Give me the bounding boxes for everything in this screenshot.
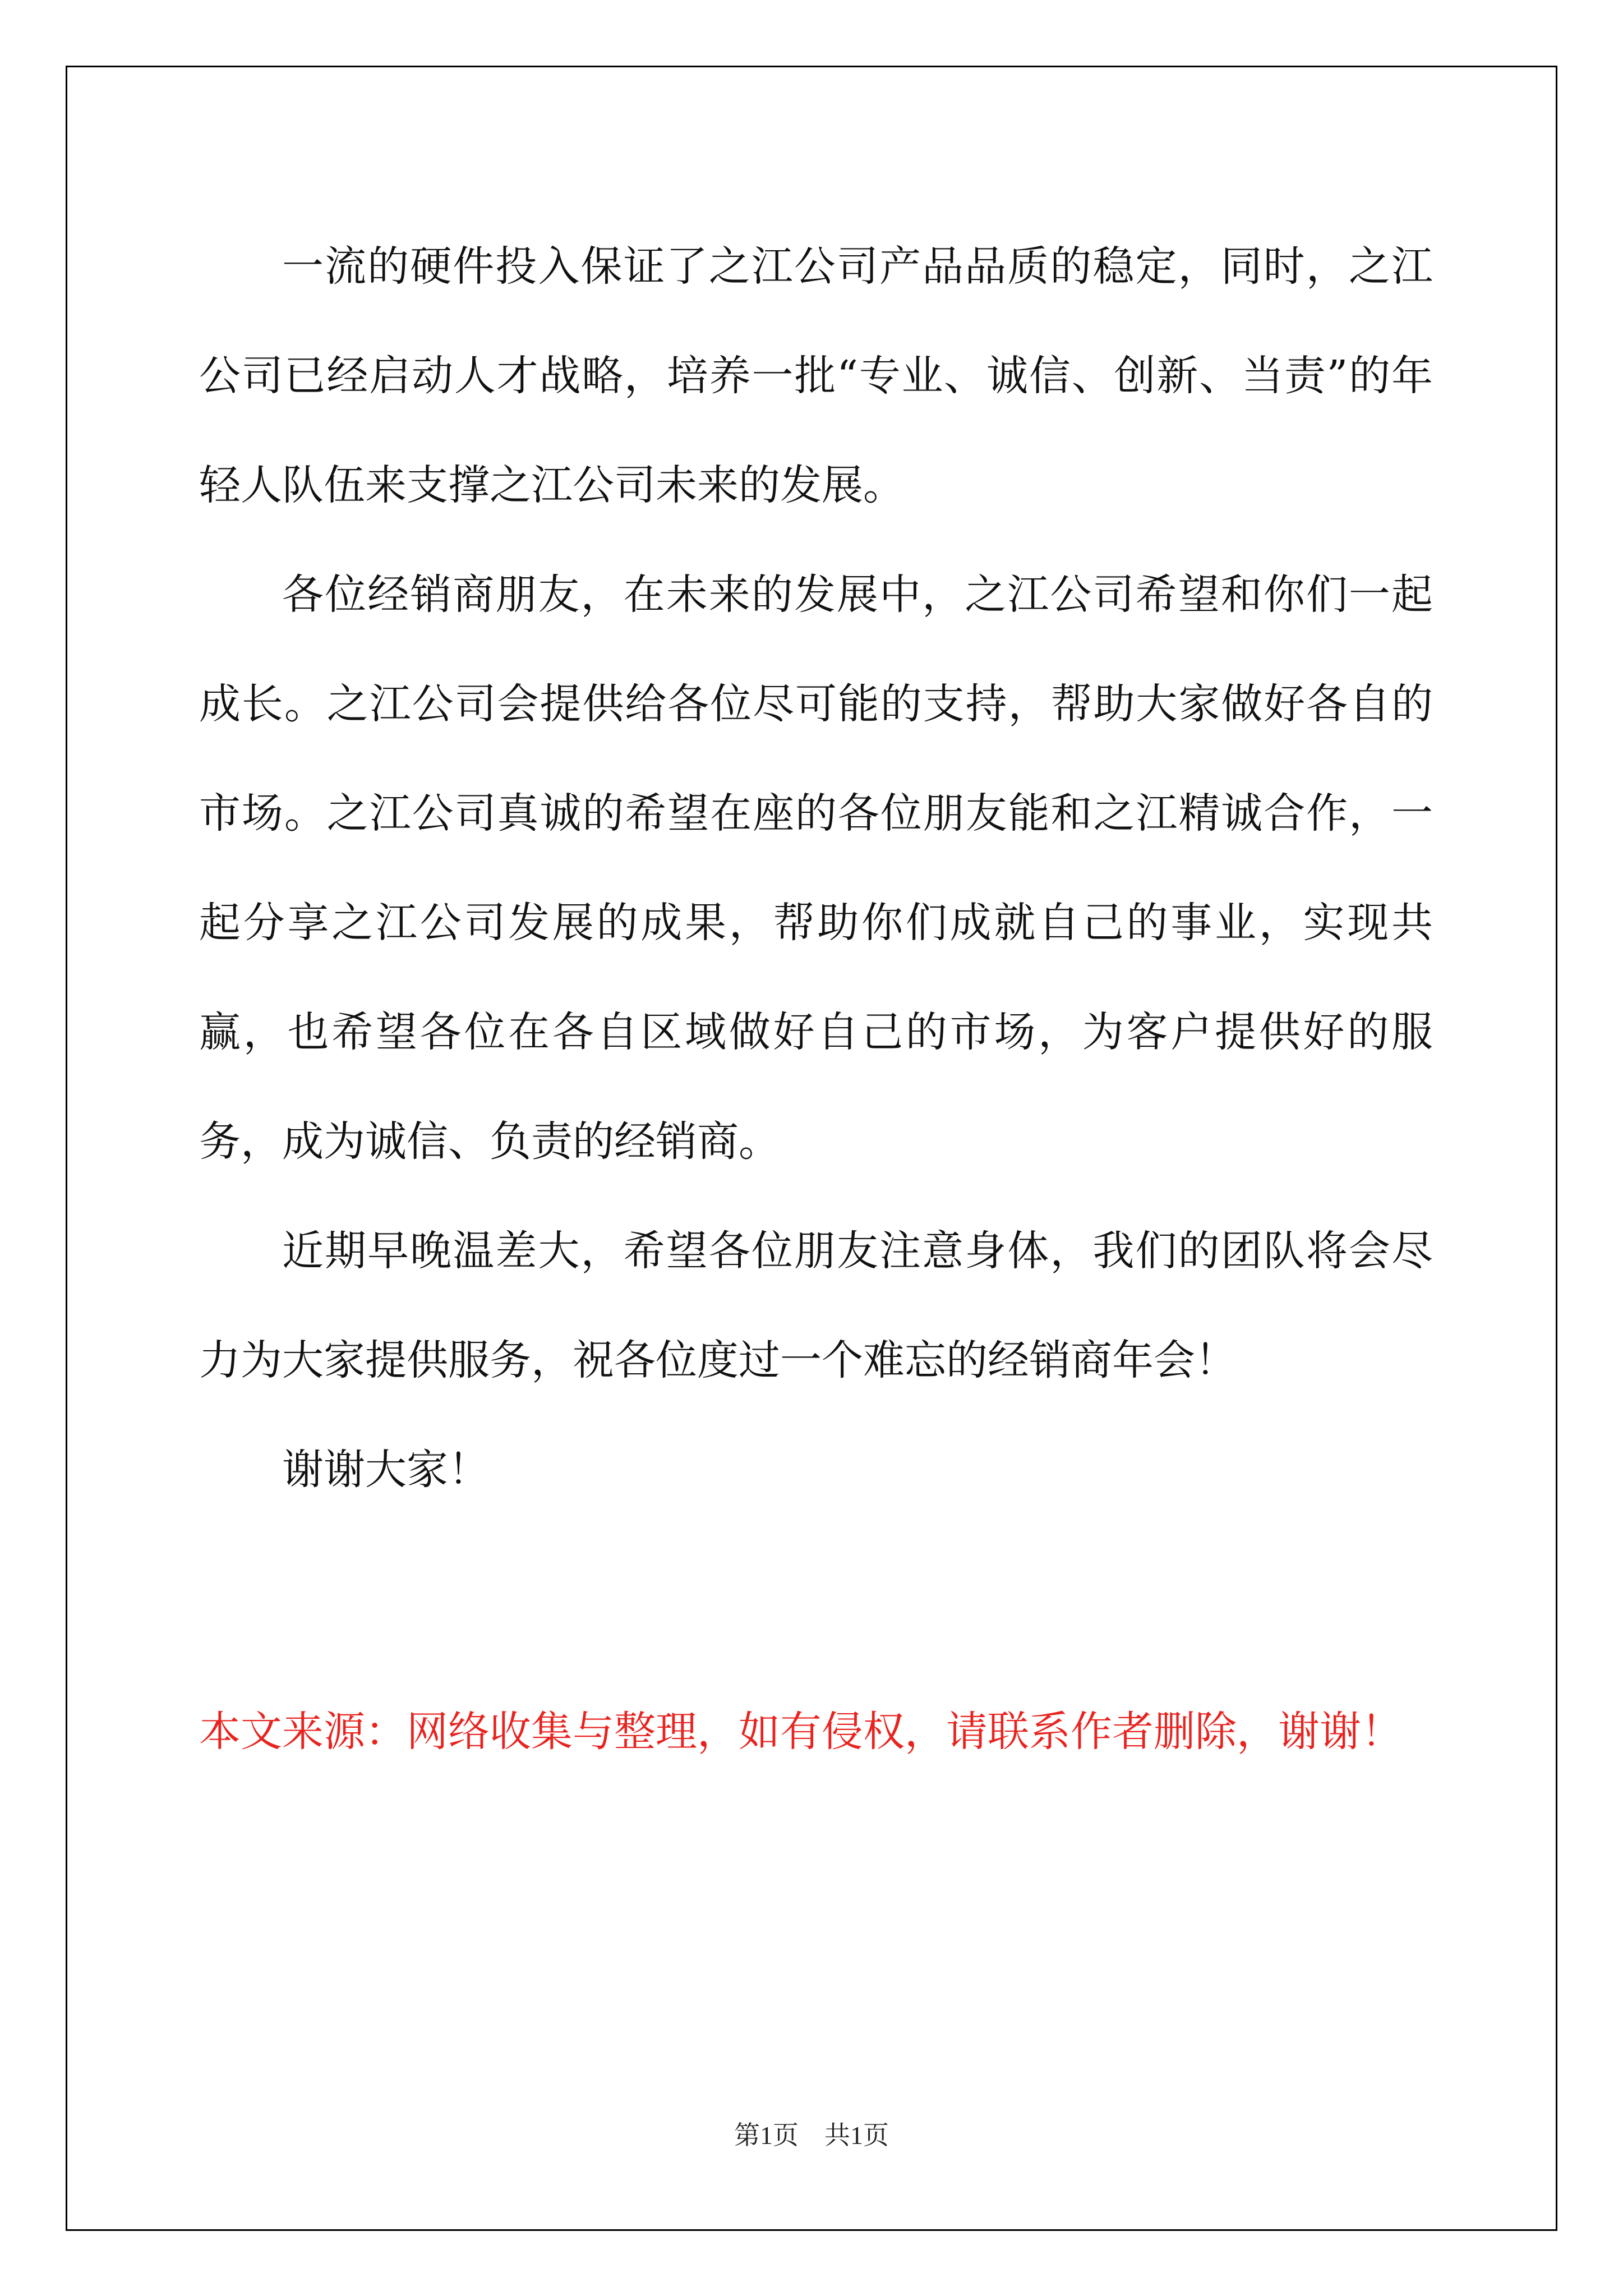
document-body: [199, 212, 1433, 1525]
paragraph-2: 各位经销商朋友，在未来的发展中，之江公司希望和你们一起成长。之江公司会提供给各位尽可能的支持，帮助大家做好各自的市场。之江公司真诚的希望在座的各位朋友能和之江精诚合作，一起分享之江公司发展的成果，帮助你们成就自己的事业，实现共赢，也希望各位在各自区域做好自己的市场，为客户提供好的服务，成为诚信、负责的经销商。: [199, 570, 1433, 1166]
source-note: 本文来源：网络收集与整理，如有侵权，请联系作者删除，谢谢！: [199, 1708, 1403, 1756]
paragraph-3: 近期早晚温差大，希望各位朋友注意身体，我们的团队将会尽力为大家提供服务，祝各位度过一个难忘的经销商年会！: [199, 1227, 1433, 1384]
page-number: 第1页 共1页: [734, 2121, 889, 2150]
paragraph-1: 一流的硬件投入保证了之江公司产品品质的稳定，同时，之江公司已经启动人才战略，培养一批“专业、诚信、创新、当责”的年轻人队伍来支撑之江公司未来的发展。: [199, 242, 1433, 509]
paragraph-4: 谢谢大家！: [282, 1446, 490, 1494]
